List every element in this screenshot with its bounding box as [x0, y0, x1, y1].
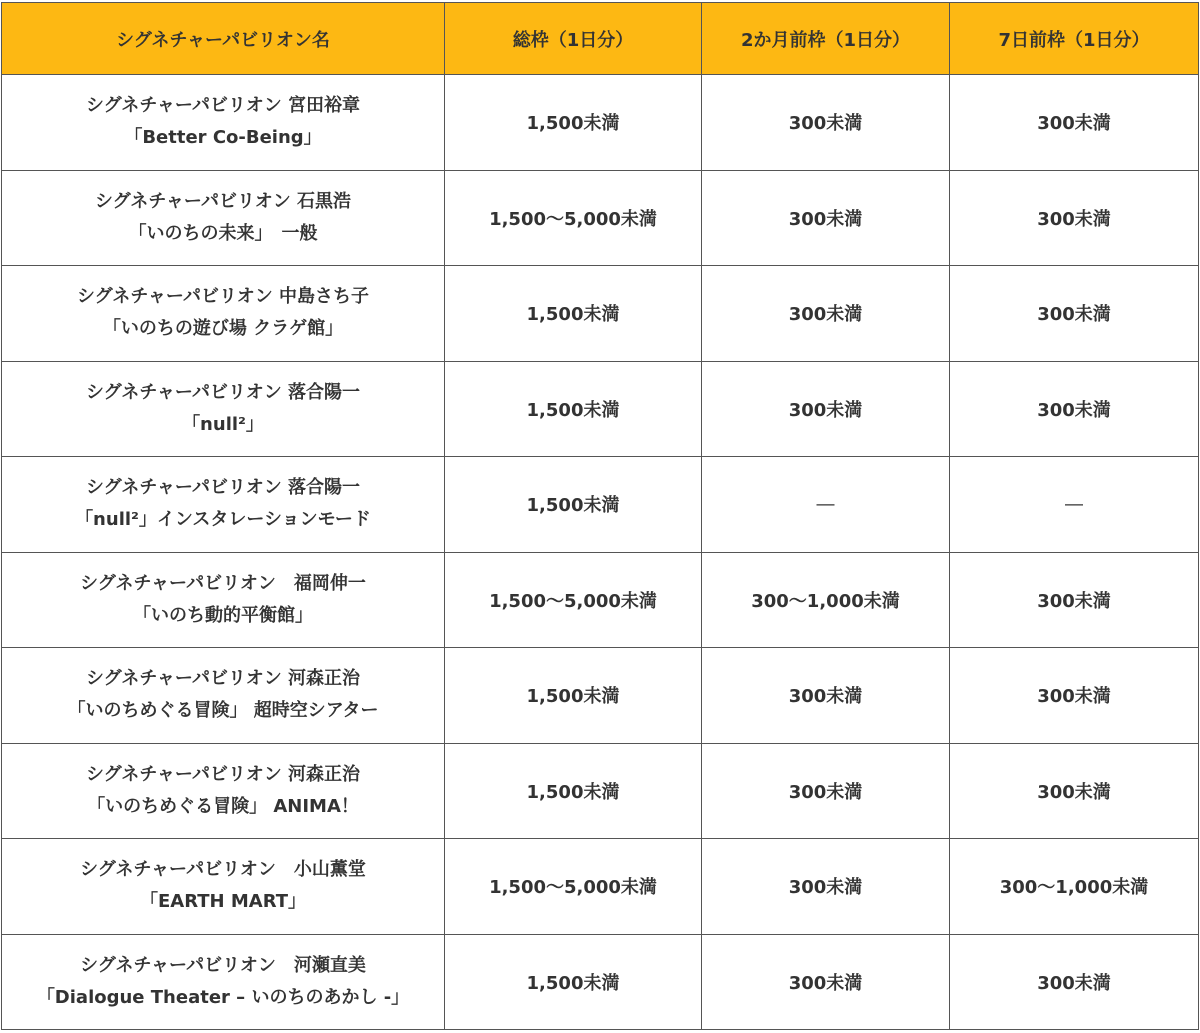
- pavilion-name-cell: [2, 839, 445, 935]
- total-quota-cell: 1,500未満: [445, 934, 702, 1030]
- two-months-quota-cell: 300未満: [702, 743, 950, 839]
- pavilion-name-line2: 「null²」: [182, 413, 264, 435]
- pavilion-name-cell: [2, 552, 445, 648]
- pavilion-name-cell: [2, 934, 445, 1030]
- pavilion-name-cell: [2, 170, 445, 266]
- pavilion-name-line2: 「いのちの遊び場 クラゲ館」: [102, 318, 344, 340]
- pavilion-name-line2: 「Better Co-Being」: [124, 127, 322, 149]
- table-row: [2, 934, 1199, 1030]
- two-months-quota-cell: 300～1,000未満: [702, 552, 950, 648]
- seven-days-quota-cell: 300未満: [950, 552, 1199, 648]
- table-row: [2, 75, 1199, 171]
- pavilion-name-cell: [2, 457, 445, 553]
- pavilion-name-line1: シグネチャーパビリオン 河森正治: [85, 668, 361, 690]
- total-quota-cell: 1,500～5,000未満: [445, 552, 702, 648]
- total-quota-cell: 1,500未満: [445, 457, 702, 553]
- seven-days-quota-cell: 300未満: [950, 266, 1199, 362]
- seven-days-quota-cell: 300未満: [950, 75, 1199, 171]
- pavilion-name-line1: シグネチャーパビリオン 河森正治: [85, 763, 361, 785]
- pavilion-name-line1: シグネチャーパビリオン 中島さち子: [76, 286, 370, 308]
- pavilion-name-line1: シグネチャーパビリオン 小山薫堂: [80, 859, 366, 881]
- two-months-quota-cell: 300未満: [702, 361, 950, 457]
- pavilion-name-line2: 「EARTH MART」: [139, 891, 307, 913]
- pavilion-name-line2: 「いのちめぐる冒険」 ANIMA！: [87, 795, 359, 817]
- pavilion-name-line1: シグネチャーパビリオン 落合陽一: [85, 381, 361, 403]
- seven-days-quota-cell: 300未満: [950, 361, 1199, 457]
- two-months-quota-cell: 300未満: [702, 839, 950, 935]
- table-row: [2, 457, 1199, 553]
- pavilion-name-line2: 「Dialogue Theater – いのちのあかし -」: [36, 986, 410, 1008]
- seven-days-quota-cell: 300未満: [950, 743, 1199, 839]
- seven-days-quota-cell: ―: [950, 457, 1199, 553]
- total-quota-cell: 1,500～5,000未満: [445, 839, 702, 935]
- pavilion-name-line1: シグネチャーパビリオン 石黒浩: [94, 190, 352, 212]
- pavilion-name-line2: 「いのちめぐる冒険」 超時空シアター: [67, 700, 379, 722]
- two-months-quota-cell: 300未満: [702, 934, 950, 1030]
- total-quota-cell: 1,500未満: [445, 743, 702, 839]
- pavilion-name-line2: 「null²」インスタレーションモード: [75, 509, 371, 531]
- pavilion-name-cell: [2, 743, 445, 839]
- table-row: [2, 839, 1199, 935]
- table-header-row: [2, 3, 1199, 75]
- seven-days-quota-cell: 300～1,000未満: [950, 839, 1199, 935]
- two-months-quota-cell: 300未満: [702, 648, 950, 744]
- header-seven-days-quota: 7日前枠（1日分）: [950, 3, 1199, 75]
- two-months-quota-cell: ―: [702, 457, 950, 553]
- pavilion-name-line1: シグネチャーパビリオン 河瀬直美: [80, 954, 366, 976]
- total-quota-cell: 1,500未満: [445, 75, 702, 171]
- pavilion-quota-table: [1, 2, 1199, 1030]
- pavilion-name-cell: [2, 266, 445, 362]
- total-quota-cell: 1,500～5,000未満: [445, 170, 702, 266]
- header-total-quota: 総枠（1日分）: [445, 3, 702, 75]
- pavilion-name-cell: [2, 75, 445, 171]
- seven-days-quota-cell: 300未満: [950, 934, 1199, 1030]
- table-row: [2, 743, 1199, 839]
- pavilion-name-line2: 「いのち動的平衡館」: [133, 604, 313, 626]
- pavilion-name-cell: [2, 361, 445, 457]
- pavilion-name-line1: シグネチャーパビリオン 福岡伸一: [80, 572, 366, 594]
- total-quota-cell: 1,500未満: [445, 648, 702, 744]
- header-two-months-quota: 2か月前枠（1日分）: [702, 3, 950, 75]
- pavilion-name-line1: シグネチャーパビリオン 宮田裕章: [85, 95, 361, 117]
- two-months-quota-cell: 300未満: [702, 266, 950, 362]
- table-row: [2, 170, 1199, 266]
- header-pavilion-name: シグネチャーパビリオン名: [2, 3, 445, 75]
- pavilion-name-line2: 「いのちの未来」 一般: [128, 222, 318, 244]
- two-months-quota-cell: 300未満: [702, 170, 950, 266]
- pavilion-name-cell: [2, 648, 445, 744]
- seven-days-quota-cell: 300未満: [950, 648, 1199, 744]
- total-quota-cell: 1,500未満: [445, 361, 702, 457]
- table-row: [2, 648, 1199, 744]
- table-row: [2, 266, 1199, 362]
- two-months-quota-cell: 300未満: [702, 75, 950, 171]
- table-row: [2, 361, 1199, 457]
- seven-days-quota-cell: 300未満: [950, 170, 1199, 266]
- table-row: [2, 552, 1199, 648]
- table-body: [2, 75, 1199, 1030]
- pavilion-name-line1: シグネチャーパビリオン 落合陽一: [85, 477, 361, 499]
- total-quota-cell: 1,500未満: [445, 266, 702, 362]
